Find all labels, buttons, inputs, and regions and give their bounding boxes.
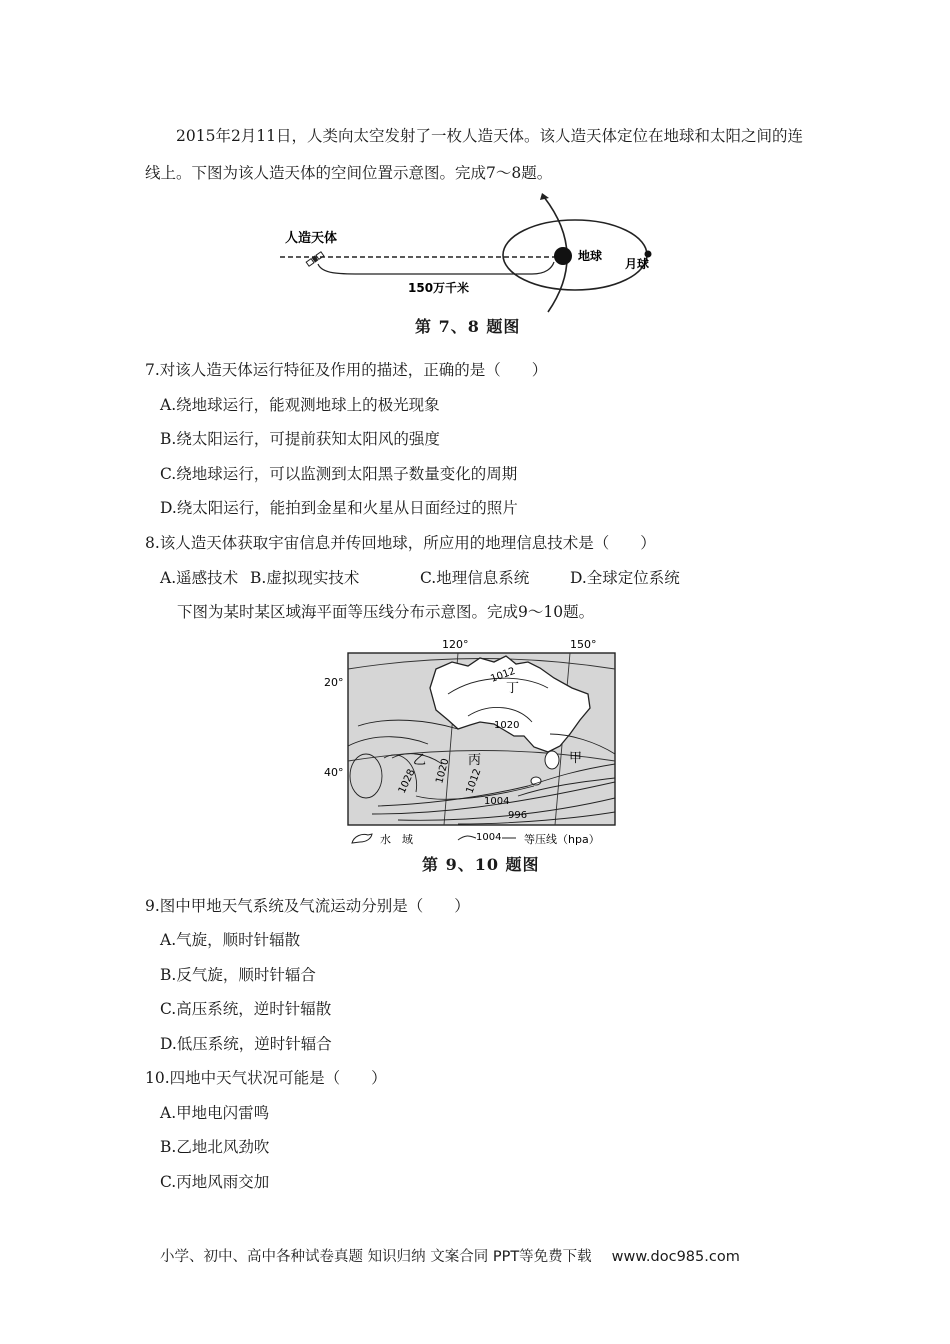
question-9-stem: 9.图中甲地天气系统及气流运动分别是（ ） — [145, 897, 470, 915]
figure-caption-9-10: 第 9、10 题图 — [422, 855, 540, 874]
question-7-option-c: C.绕地球运行，可以监测到太阳黑子数量变化的周期 — [160, 465, 518, 483]
legend-isobar-label: 等压线（hpa） — [524, 833, 600, 846]
footer-url[interactable]: www.doc985.com — [611, 1249, 740, 1265]
question-7-option-a: A.绕地球运行，能观测地球上的极光现象 — [160, 396, 440, 414]
question-10-option-a: A.甲地电闪雷鸣 — [160, 1104, 270, 1122]
question-9-option-d: D.低压系统，逆时针辐合 — [160, 1035, 332, 1053]
legend-water-label: 水 域 — [380, 833, 413, 846]
page-footer — [160, 1245, 740, 1266]
question-10-stem: 10.四地中天气状况可能是（ ） — [145, 1069, 387, 1087]
question-9-option-a: A.气旋，顺时针辐散 — [160, 931, 301, 949]
place-label-jia: 甲 — [569, 751, 583, 766]
question-8-option-d: D.全球定位系统 — [570, 569, 680, 587]
earth-label: 地球 — [578, 249, 603, 263]
legend-water-icon — [352, 834, 372, 843]
water-body-east — [545, 751, 559, 769]
place-label-bing: 丙 — [468, 753, 482, 768]
question-7-option-d: D.绕太阳运行，能拍到金星和火星从日面经过的照片 — [160, 499, 518, 517]
figure-caption-7-8: 第 7、8 题图 — [415, 317, 521, 336]
question-10-option-b: B.乙地北风劲吹 — [160, 1138, 270, 1156]
question-8-option-b: B.虚拟现实技术 — [250, 569, 360, 587]
question-8-stem: 8.该人造天体获取宇宙信息并传回地球，所应用的地理信息技术是（ ） — [145, 534, 656, 552]
isobar-label-1020-north: 1020 — [494, 720, 520, 731]
question-9-option-b: B.反气旋，顺时针辐合 — [160, 966, 316, 984]
intro-paragraph-9-10: 下图为某时某区域海平面等压线分布示意图。完成9～10题。 — [177, 603, 595, 621]
question-7-stem: 7.对该人造天体运行特征及作用的描述，正确的是（ ） — [145, 361, 548, 379]
isobar-label-1020-south: 1020 — [434, 757, 452, 785]
satellite-label: 人造天体 — [285, 231, 338, 246]
isobar-label-1004: 1004 — [484, 796, 510, 807]
question-8-option-a: A.遥感技术 — [160, 569, 239, 587]
satellite-position-diagram — [270, 192, 670, 316]
longitude-label-150: 150° — [570, 638, 597, 651]
question-8-option-c: C.地理信息系统 — [420, 569, 530, 587]
longitude-label-120: 120° — [442, 638, 469, 651]
latitude-label-20: 20° — [324, 676, 344, 689]
moon-label: 月球 — [625, 257, 650, 271]
question-7-option-b: B.绕太阳运行，可提前获知太阳风的强度 — [160, 430, 440, 448]
footer-text: 小学、初中、高中各种试卷真题 知识归纳 文案合同 PPT等免费下载 — [160, 1249, 592, 1265]
question-9-option-c: C.高压系统，逆时针辐散 — [160, 1000, 332, 1018]
place-label-yi: 乙 — [413, 753, 427, 768]
question-10-option-c: C.丙地风雨交加 — [160, 1173, 270, 1191]
place-label-ding: 丁 — [506, 681, 520, 696]
intro-paragraph-7-8: 2015年2月11日，人类向太空发射了一枚人造天体。该人造天体定位在地球和太阳之间的连线上。下图为该人造天体的空间位置示意图。完成7～8题。 — [145, 127, 804, 182]
isobar-label-1012-north: 1012 — [489, 665, 517, 685]
isobar-map — [318, 636, 628, 850]
satellite-icon — [306, 251, 324, 266]
legend-isobar-icon — [458, 836, 476, 840]
isobar-label-1028: 1028 — [396, 767, 418, 796]
latitude-label-40: 40° — [324, 766, 344, 779]
legend-isobar-value: 1004 — [476, 832, 502, 843]
isobar-label-1012-south: 1012 — [464, 767, 484, 796]
distance-label: 150万千米 — [408, 281, 470, 295]
isobar-label-996: 996 — [508, 810, 528, 821]
